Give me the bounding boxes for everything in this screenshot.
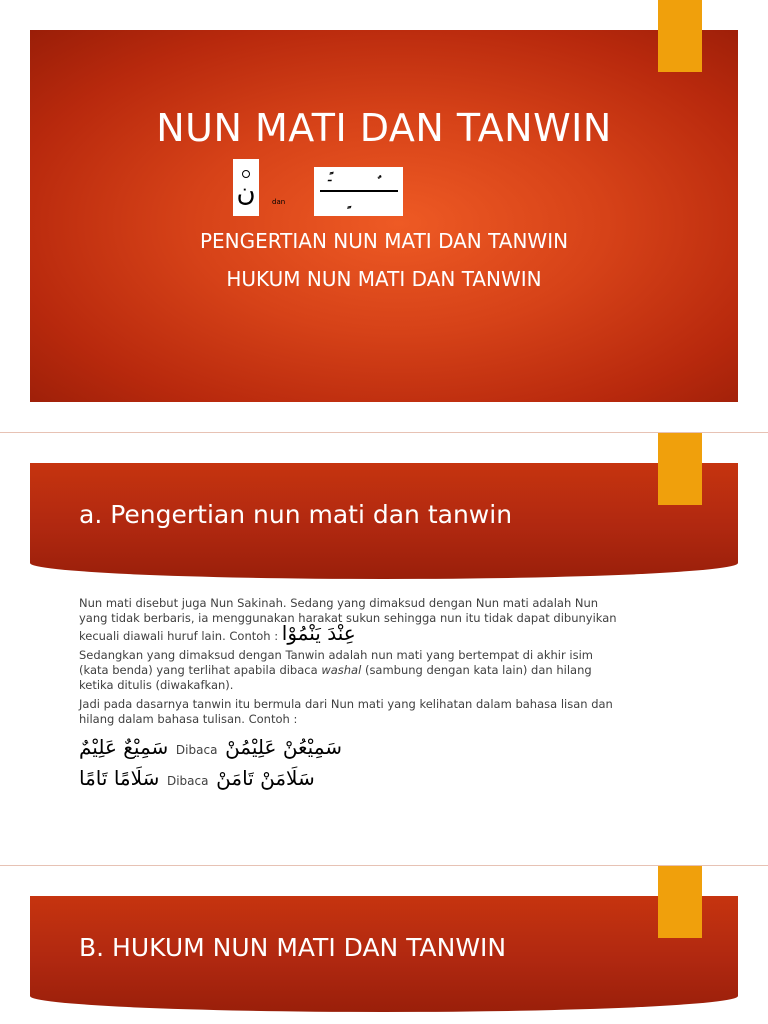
paragraph-conclusion <box>79 697 619 727</box>
nun-sukun-image <box>233 159 259 216</box>
dibaca-label: Dibaca <box>166 774 209 788</box>
paragraph-text: Jadi pada dasarnya tanwin itu bermula dari Nun mati yang kelihatan dalam bahasa lisan dan hilang dalam bahasa tulisan. Contoh : <box>79 697 613 726</box>
accent-tab <box>658 866 702 938</box>
paragraph-tanwin <box>79 648 619 693</box>
title-slide <box>0 0 768 432</box>
paragraph-text: Nun mati disebut juga Nun Sakinah. Sedang yang dimaksud dengan Nun mati adalah Nun yang tidak berbaris, ia menggunakan harakat sukun sehingga nun itu tidak dapat dibunyikan kecuali diawali huruf lain. Contoh : <box>79 596 617 643</box>
dibaca-label: Dibaca <box>175 743 218 757</box>
tanwin-dhammah-mark: ﹱ <box>328 171 332 184</box>
paragraph-nun-mati <box>79 596 619 644</box>
dan-label: dan <box>272 198 286 206</box>
tanwin-fathah-mark: ﹲ <box>376 175 380 188</box>
arabic-example: سَمِيْعُنْ عَلِيْمُنْ <box>225 735 343 759</box>
definition-slide <box>0 433 768 865</box>
subtitle-hukum: HUKUM NUN MATI DAN TANWIN <box>226 267 542 291</box>
accent-tab <box>658 433 702 505</box>
sukun-mark <box>242 170 250 178</box>
slide-title: NUN MATI DAN TANWIN <box>156 106 612 150</box>
paragraph-text: Sedangkan yang dimaksud dengan Tanwin adalah nun mati yang bertempat di akhir isim (kata benda) yang terlihat apabila dibaca <box>79 648 593 677</box>
nun-glyph: ن <box>236 177 256 208</box>
tanwin-image <box>314 167 403 216</box>
arabic-example: سَمِيْعٌ عَلِيْمٌ <box>79 735 169 759</box>
italic-term: washal <box>321 663 362 677</box>
paragraph-text: (sambung dengan kata lain) dan hilang ketika ditulis (diwakafkan). <box>79 663 592 692</box>
hukum-slide <box>0 866 768 1024</box>
title-slide-background <box>30 30 738 402</box>
arabic-example: سَلَامًا تَامًا <box>79 766 160 790</box>
slide-body <box>79 596 619 795</box>
slide-title: B. HUKUM NUN MATI DAN TANWIN <box>79 933 507 962</box>
example-line-2 <box>79 764 619 795</box>
slide-title: a. Pengertian nun mati dan tanwin <box>79 500 513 529</box>
tanwin-kasrah-mark: ﹴ <box>348 196 352 209</box>
arabic-example: عِنْدَ يَنْمُوْا <box>281 621 356 645</box>
subtitle-pengertian: PENGERTIAN NUN MATI DAN TANWIN <box>199 229 569 253</box>
arabic-example: سَلَامَنْ تَامَنْ <box>216 766 315 790</box>
example-line-1 <box>79 733 619 764</box>
baseline <box>320 190 398 192</box>
accent-tab <box>658 0 702 72</box>
